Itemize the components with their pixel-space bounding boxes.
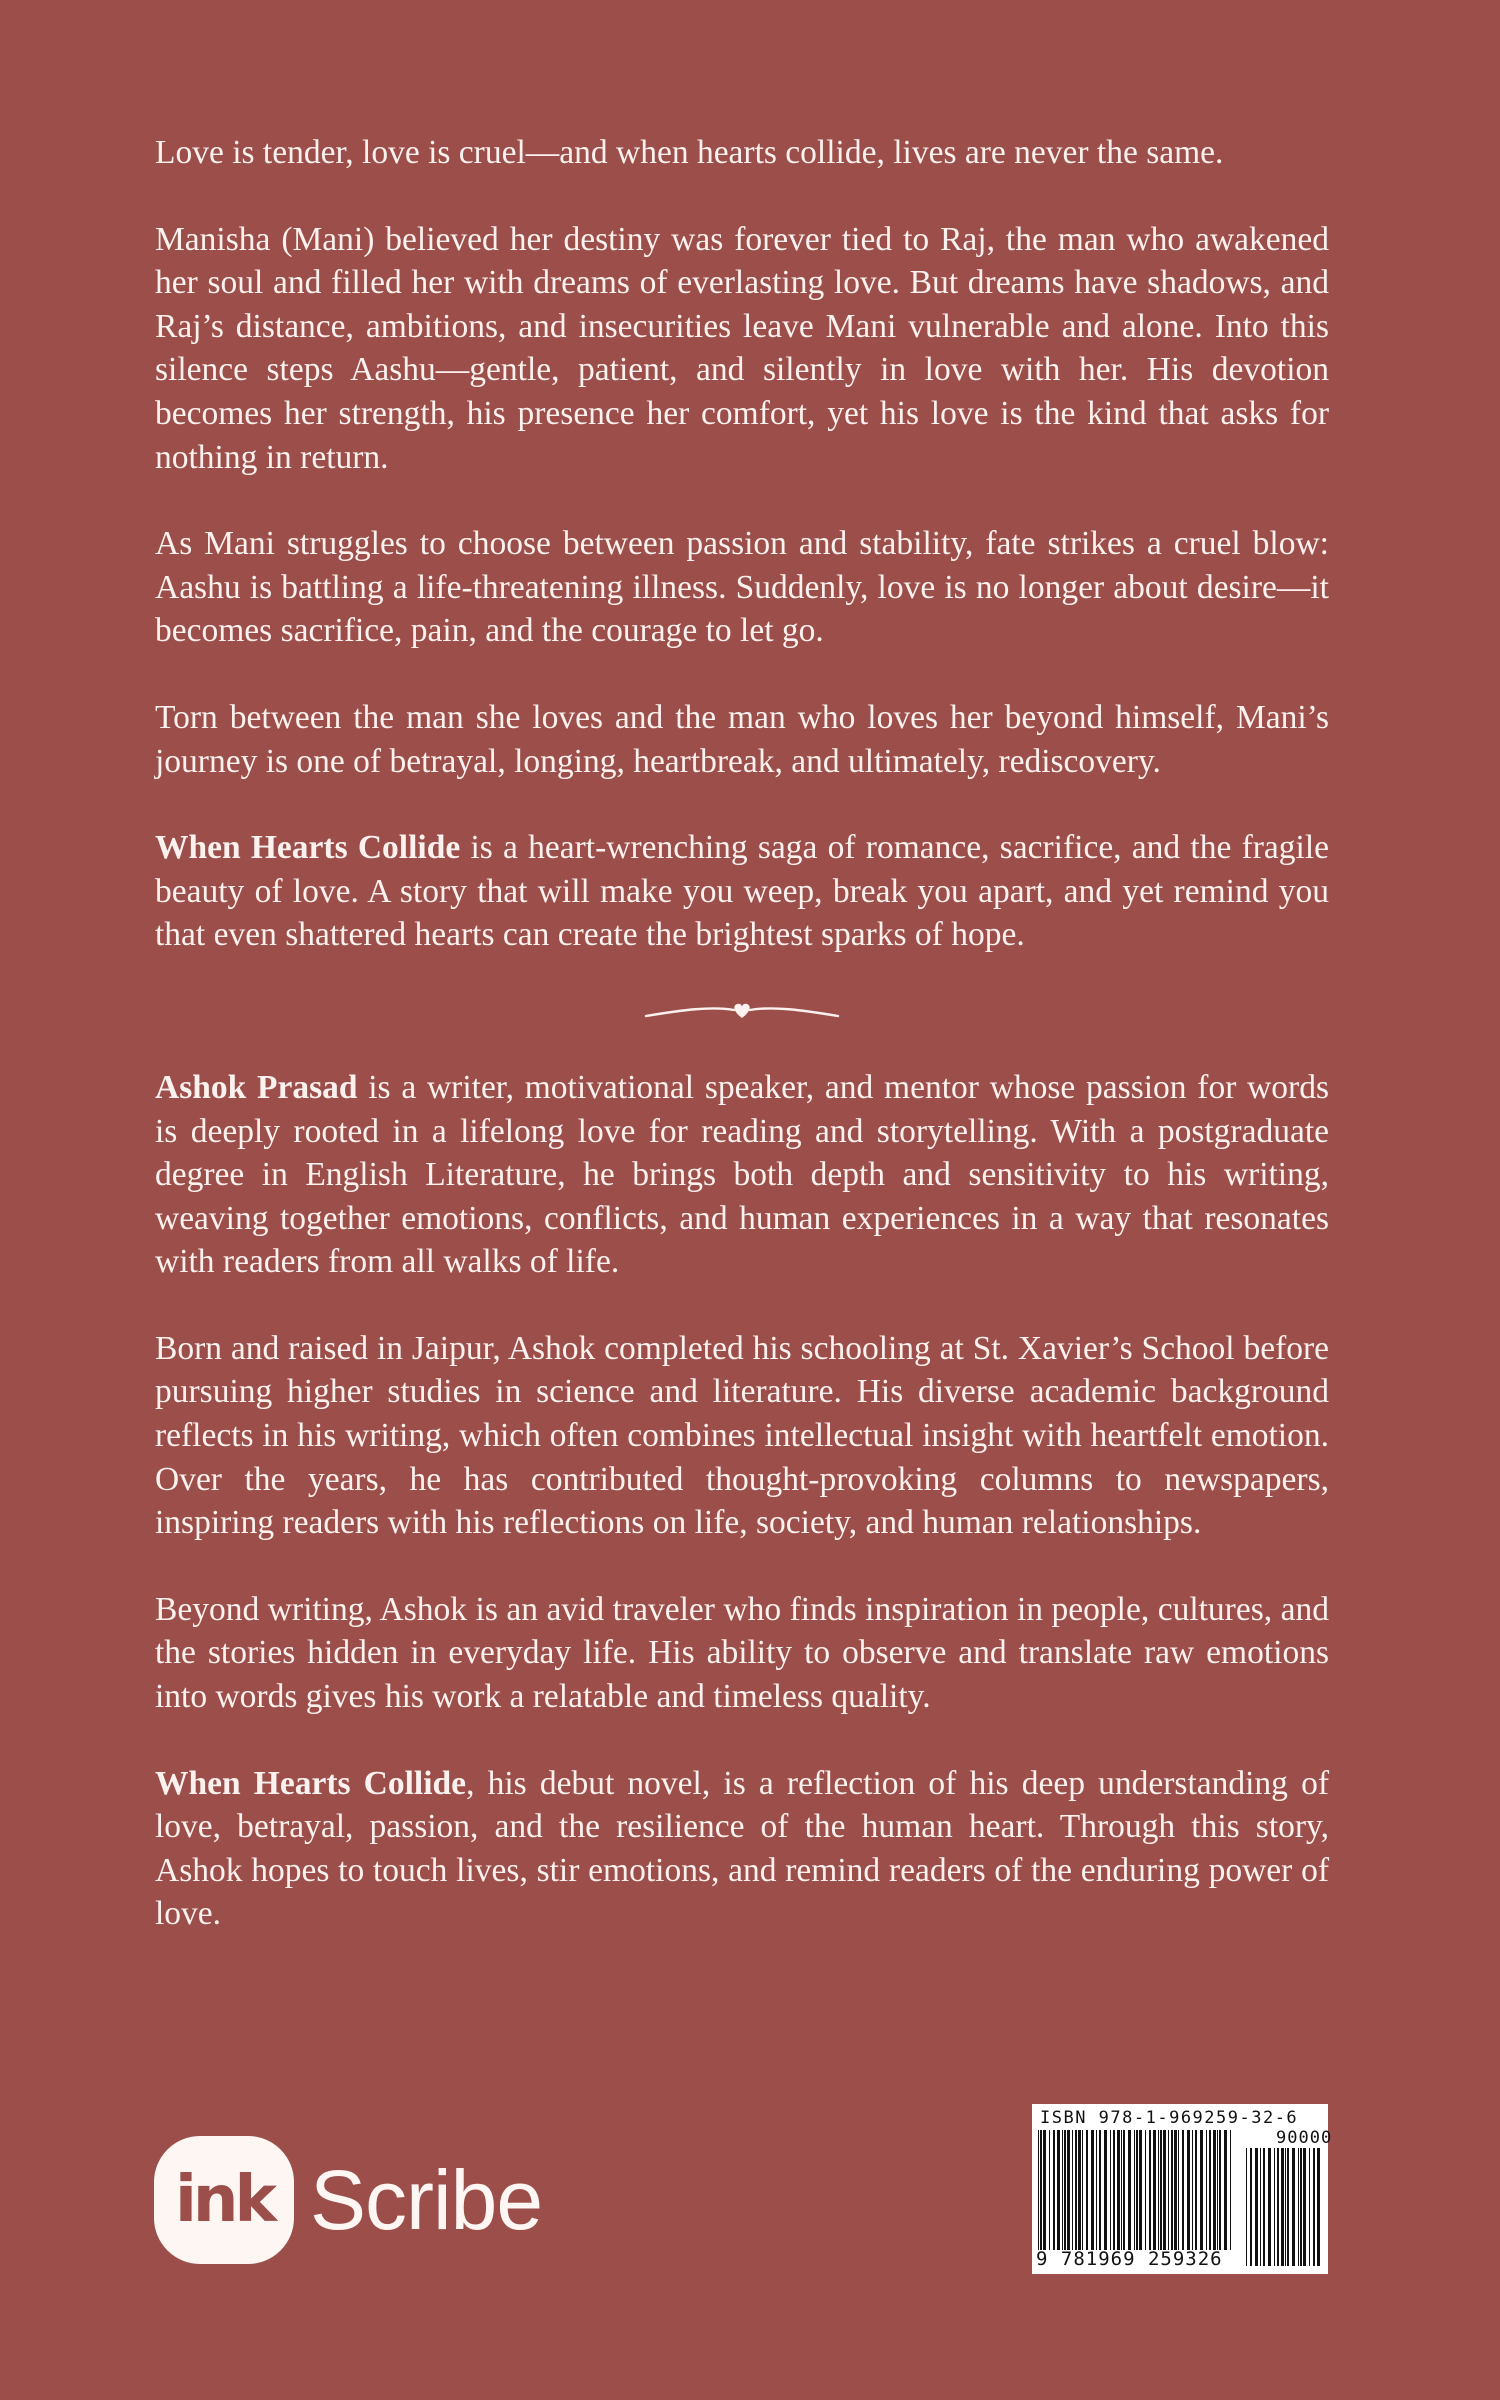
barcode-bar (1313, 2148, 1315, 2266)
barcode-bar (1260, 2148, 1261, 2266)
barcode-bar (1160, 2130, 1162, 2250)
barcode-bar (1064, 2130, 1066, 2250)
author-paragraph-4 (155, 1762, 1329, 1936)
barcode-bar (1121, 2130, 1122, 2250)
barcode-bar (1246, 2148, 1247, 2266)
barcode-bar (1195, 2130, 1197, 2250)
barcode-bar (1086, 2130, 1088, 2250)
barcode-bar (1209, 2130, 1211, 2250)
barcode-bar (1082, 2130, 1083, 2250)
blurb-paragraph-2: As Mani struggles to choose between passion and stability, fate strikes a cruel blow: Aashu is battling a life-threatening illness. Suddenly, love is no longer about desire—it becomes sacrifice, pain, and the courage to let go. (155, 525, 1329, 650)
barcode-bar (1091, 2130, 1094, 2250)
barcode-bar (1038, 2130, 1039, 2250)
barcode-bar (1168, 2130, 1169, 2250)
barcode-bar (1072, 2130, 1073, 2250)
barcode-bar (1053, 2130, 1055, 2250)
ink-badge-logo: ink (154, 2136, 294, 2264)
publisher-logo (154, 2136, 542, 2264)
barcode-bar (1274, 2148, 1275, 2266)
barcode-bar (1268, 2148, 1271, 2266)
barcode-bar (1174, 2130, 1177, 2250)
barcode-bar (1049, 2130, 1050, 2250)
barcode-bar (1043, 2130, 1046, 2250)
author-paragraph-3: Beyond writing, Ashok is an avid traveler who finds inspiration in people, cultures, and the stories hidden in everyday life. His ability to observe and translate raw emotions into words gives his work a relatable and timeless quality. (155, 1590, 1329, 1716)
author-paragraph-4-text: , his debut novel, is a reflection of his deep understanding of love, betrayal, passion, and the resilience of the human heart. Through this story, Ashok hopes to touch lives, stir emotions, and remind readers of the enduring power of love. (155, 1764, 1329, 1933)
barcode-bar (1096, 2130, 1097, 2250)
barcode-bar (1300, 2148, 1302, 2266)
barcode-bar (1078, 2130, 1081, 2250)
barcode-bar (1057, 2130, 1060, 2250)
barcode-bar (1213, 2130, 1216, 2250)
barcode-bar (1217, 2130, 1218, 2250)
price-addon-digits: 90000 (1276, 2128, 1333, 2148)
barcode-bar (1110, 2130, 1111, 2250)
barcode-bar (1285, 2148, 1286, 2266)
barcode-bar (1219, 2130, 1221, 2250)
barcode-bar (1277, 2148, 1279, 2266)
barcode-bar (1075, 2130, 1077, 2250)
barcode-bar (1303, 2148, 1306, 2266)
author-paragraph-1-text: is a writer, motivational speaker, and mentor whose passion for words is deeply rooted in a lifelong love for reading and storytelling. With a postgraduate degree in English Literature, he brings both depth and sensitivity to his writing, weaving together emotions, conflicts, and human experiences in a way that resonates with readers from all walks of life. (155, 1068, 1329, 1281)
barcode-bar (1062, 2130, 1063, 2250)
barcode-bar (1123, 2130, 1125, 2250)
barcode-digits: 9 781969 259326 (1036, 2248, 1223, 2270)
barcode-bar (1206, 2130, 1207, 2250)
barcode-bar (1134, 2130, 1135, 2250)
isbn-text: ISBN 978-1-969259-32-6 (1040, 2108, 1299, 2128)
book-title-bold-2: When Hearts Collide (155, 1764, 467, 1802)
barcode-bar (1224, 2130, 1227, 2250)
blurb-paragraph-3: Torn between the man she loves and the man who loves her beyond himself, Mani’s journey is one of betrayal, longing, heartbreak, and ultimately, rediscovery. (155, 698, 1329, 780)
barcode-bar (1139, 2130, 1142, 2250)
publisher-name: Scribe (310, 2152, 543, 2247)
author-paragraph-1 (155, 1066, 1329, 1284)
isbn-barcode (1032, 2104, 1333, 2274)
barcode-bar (1309, 2148, 1310, 2266)
barcode-bar (1104, 2130, 1107, 2250)
barcode-bar (1040, 2130, 1042, 2250)
barcode-bar (1317, 2148, 1320, 2266)
barcode-bar (1145, 2130, 1146, 2250)
barcode-bar (1298, 2148, 1299, 2266)
barcode-bar (1171, 2130, 1173, 2250)
back-cover-text (155, 131, 1329, 1979)
barcode-bar (1178, 2130, 1179, 2250)
blurb-paragraph-4-text: is a heart-wrenching saga of romance, sacrifice, and the fragile beauty of love. A story that will make you weep, break you apart, and yet remind you that even shattered hearts can create the brightest sparks of hope. (155, 829, 1329, 954)
barcode-bars-addon (1246, 2148, 1322, 2266)
barcode-bar (1250, 2148, 1252, 2266)
blurb-paragraph-4 (155, 826, 1329, 957)
opening-line: Love is tender, love is cruel—and when hearts collide, lives are never the same. (155, 134, 1224, 171)
barcode-bar (1117, 2130, 1120, 2250)
author-name-bold: Ashok Prasad (155, 1068, 358, 1106)
barcode-bar (1128, 2130, 1131, 2250)
barcode-bar (1136, 2130, 1138, 2250)
barcode-bars-main (1038, 2130, 1234, 2250)
barcode-bar (1182, 2130, 1184, 2250)
barcode-bar (1158, 2130, 1159, 2250)
barcode-bar (1067, 2130, 1070, 2250)
barcode-bar (1230, 2130, 1231, 2250)
heart-divider-icon (642, 996, 842, 1026)
author-paragraph-2: Born and raised in Jaipur, Ashok completed his schooling at St. Xavier’s School before pursuing higher studies in science and literature. His diverse academic background reflects in his writing, which often combines intellectual insight with heartfelt emotion. Over the years, he has contributed thought-provoking columns to newspapers, inspiring readers with his reflections on life, society, and human relationships. (155, 1329, 1329, 1542)
barcode-bar (1200, 2130, 1203, 2250)
barcode-bar (1187, 2130, 1190, 2250)
blurb-paragraph-1: Manisha (Mani) believed her destiny was forever tied to Raj, the man who awakened her soul and filled her with dreams of everlasting love. But dreams have shadows, and Raj’s distance, ambitions, and insecurities leave Mani vulnerable and alone. Into this silence steps Aashu—gentle, patient, and silently in love with her. His devotion becomes her strength, his presence her comfort, yet his love is the kind that asks for nothing in return. (155, 220, 1329, 476)
barcode-bar (1292, 2148, 1295, 2266)
barcode-bar (1287, 2148, 1289, 2266)
barcode-bar (1163, 2130, 1166, 2250)
barcode-bar (1281, 2148, 1284, 2266)
barcode-bar (1192, 2130, 1193, 2250)
barcode-bar (1153, 2130, 1156, 2250)
book-title-bold: When Hearts Collide (155, 829, 461, 867)
barcode-bar (1099, 2130, 1101, 2250)
barcode-bar (1149, 2130, 1151, 2250)
barcode-bar (1263, 2148, 1265, 2266)
barcode-bar (1113, 2130, 1115, 2250)
barcode-bar (1255, 2148, 1258, 2266)
